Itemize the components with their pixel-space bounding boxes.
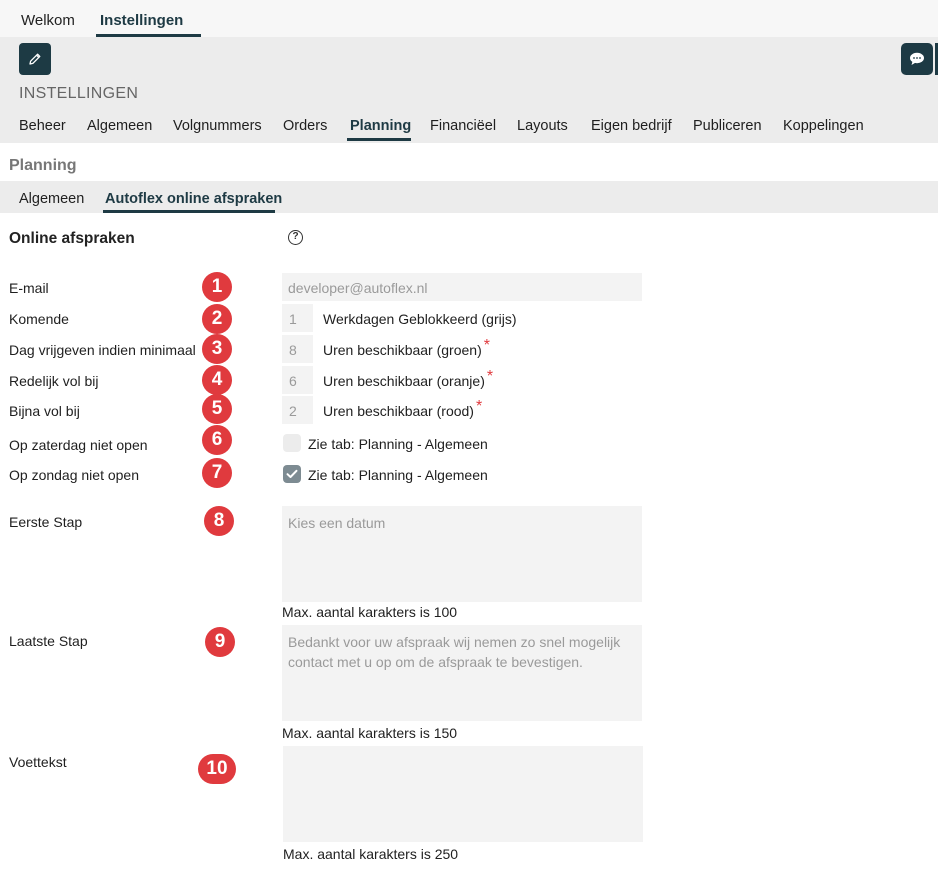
chat-bubble-icon [909, 52, 925, 66]
number-badge: 10 [198, 754, 236, 784]
field-label: Eerste Stap [9, 514, 83, 530]
unit-label: Uren beschikbaar (groen) * [323, 337, 490, 358]
tab-volgnummers[interactable]: Volgnummers [173, 118, 262, 134]
field-label: Laatste Stap [9, 633, 88, 649]
tab-orders[interactable]: Orders [283, 118, 328, 134]
field-label: Redelijk vol bij [9, 373, 99, 389]
field-label: Komende [9, 311, 69, 327]
tab-eigen-bedrijf[interactable]: Eigen bedrijf [591, 118, 672, 134]
unit-label: Werkdagen Geblokkeerd (grijs) [323, 311, 517, 327]
required-marker: * [486, 368, 494, 385]
almost-full-hours-input[interactable]: 2 [282, 396, 313, 424]
tab-koppelingen[interactable]: Koppelingen [783, 118, 864, 134]
sunday-closed-checkbox[interactable] [283, 465, 301, 483]
first-step-textarea[interactable]: Kies een datum [282, 506, 642, 602]
tab-financieel[interactable]: Financiëel [430, 118, 497, 134]
tab-beheer[interactable]: Beheer [19, 118, 66, 134]
subtab-online-afspraken[interactable]: Autoflex online afspraken [105, 191, 283, 207]
number-badge: 8 [204, 506, 234, 536]
form-heading: Online afspraken [9, 230, 135, 247]
number-badge: 5 [202, 394, 232, 424]
blocked-days-input[interactable]: 1 [282, 304, 313, 332]
edit-button[interactable] [19, 43, 51, 75]
active-subtab-indicator [103, 210, 275, 213]
saturday-closed-checkbox[interactable] [283, 434, 301, 452]
tab-publiceren[interactable]: Publiceren [693, 118, 762, 134]
field-label: Voettekst [9, 754, 67, 770]
release-hours-input[interactable]: 8 [282, 335, 313, 363]
tab-algemeen[interactable]: Algemeen [87, 118, 153, 134]
footer-textarea[interactable] [283, 746, 643, 842]
field-label: Op zondag niet open [9, 467, 139, 483]
unit-label: Uren beschikbaar (oranje) * [323, 368, 494, 389]
tab-planning[interactable]: Planning [350, 118, 412, 134]
number-badge: 7 [202, 458, 232, 488]
number-badge: 1 [202, 272, 232, 302]
chat-button[interactable] [901, 43, 933, 75]
number-badge: 4 [202, 365, 232, 395]
field-label: Op zaterdag niet open [9, 437, 148, 453]
tab-welkom[interactable]: Welkom [21, 12, 75, 29]
number-badge: 3 [202, 334, 232, 364]
tab-layouts[interactable]: Layouts [517, 118, 568, 134]
number-badge: 6 [202, 425, 232, 455]
max-chars-hint: Max. aantal karakters is 100 [282, 604, 458, 620]
email-input[interactable]: developer@autoflex.nl [282, 273, 642, 301]
active-tab-indicator [347, 138, 411, 141]
pencil-icon [28, 52, 42, 66]
max-chars-hint: Max. aantal karakters is 150 [282, 725, 458, 741]
required-marker: * [483, 337, 490, 354]
number-badge: 9 [205, 627, 235, 657]
checkbox-text: Zie tab: Planning - Algemeen [308, 436, 488, 452]
sub-tab-bar [0, 181, 938, 213]
number-badge: 2 [202, 304, 232, 334]
fairly-full-hours-input[interactable]: 6 [282, 366, 313, 394]
last-step-textarea[interactable]: Bedankt voor uw afspraak wij nemen zo snel mogelijk contact met u op om de afspraak te bevestigen. [282, 625, 642, 721]
field-label: E-mail [9, 280, 49, 296]
subtab-algemeen[interactable]: Algemeen [19, 191, 85, 207]
field-label: Dag vrijgeven indien minimaal [9, 342, 196, 358]
page-title: INSTELLINGEN [19, 85, 139, 102]
max-chars-hint: Max. aantal karakters is 250 [283, 846, 459, 862]
field-label: Bijna vol bij [9, 403, 80, 419]
checkmark-icon [286, 469, 298, 479]
tab-instellingen[interactable]: Instellingen [100, 12, 184, 29]
unit-label: Uren beschikbaar (rood) * [323, 398, 483, 419]
checkbox-text: Zie tab: Planning - Algemeen [308, 467, 488, 483]
section-title: Planning [9, 157, 77, 174]
required-marker: * [475, 398, 483, 415]
top-tab-bar [0, 0, 938, 37]
question-circle-icon[interactable]: ? [288, 230, 303, 245]
settings-header [0, 37, 938, 143]
